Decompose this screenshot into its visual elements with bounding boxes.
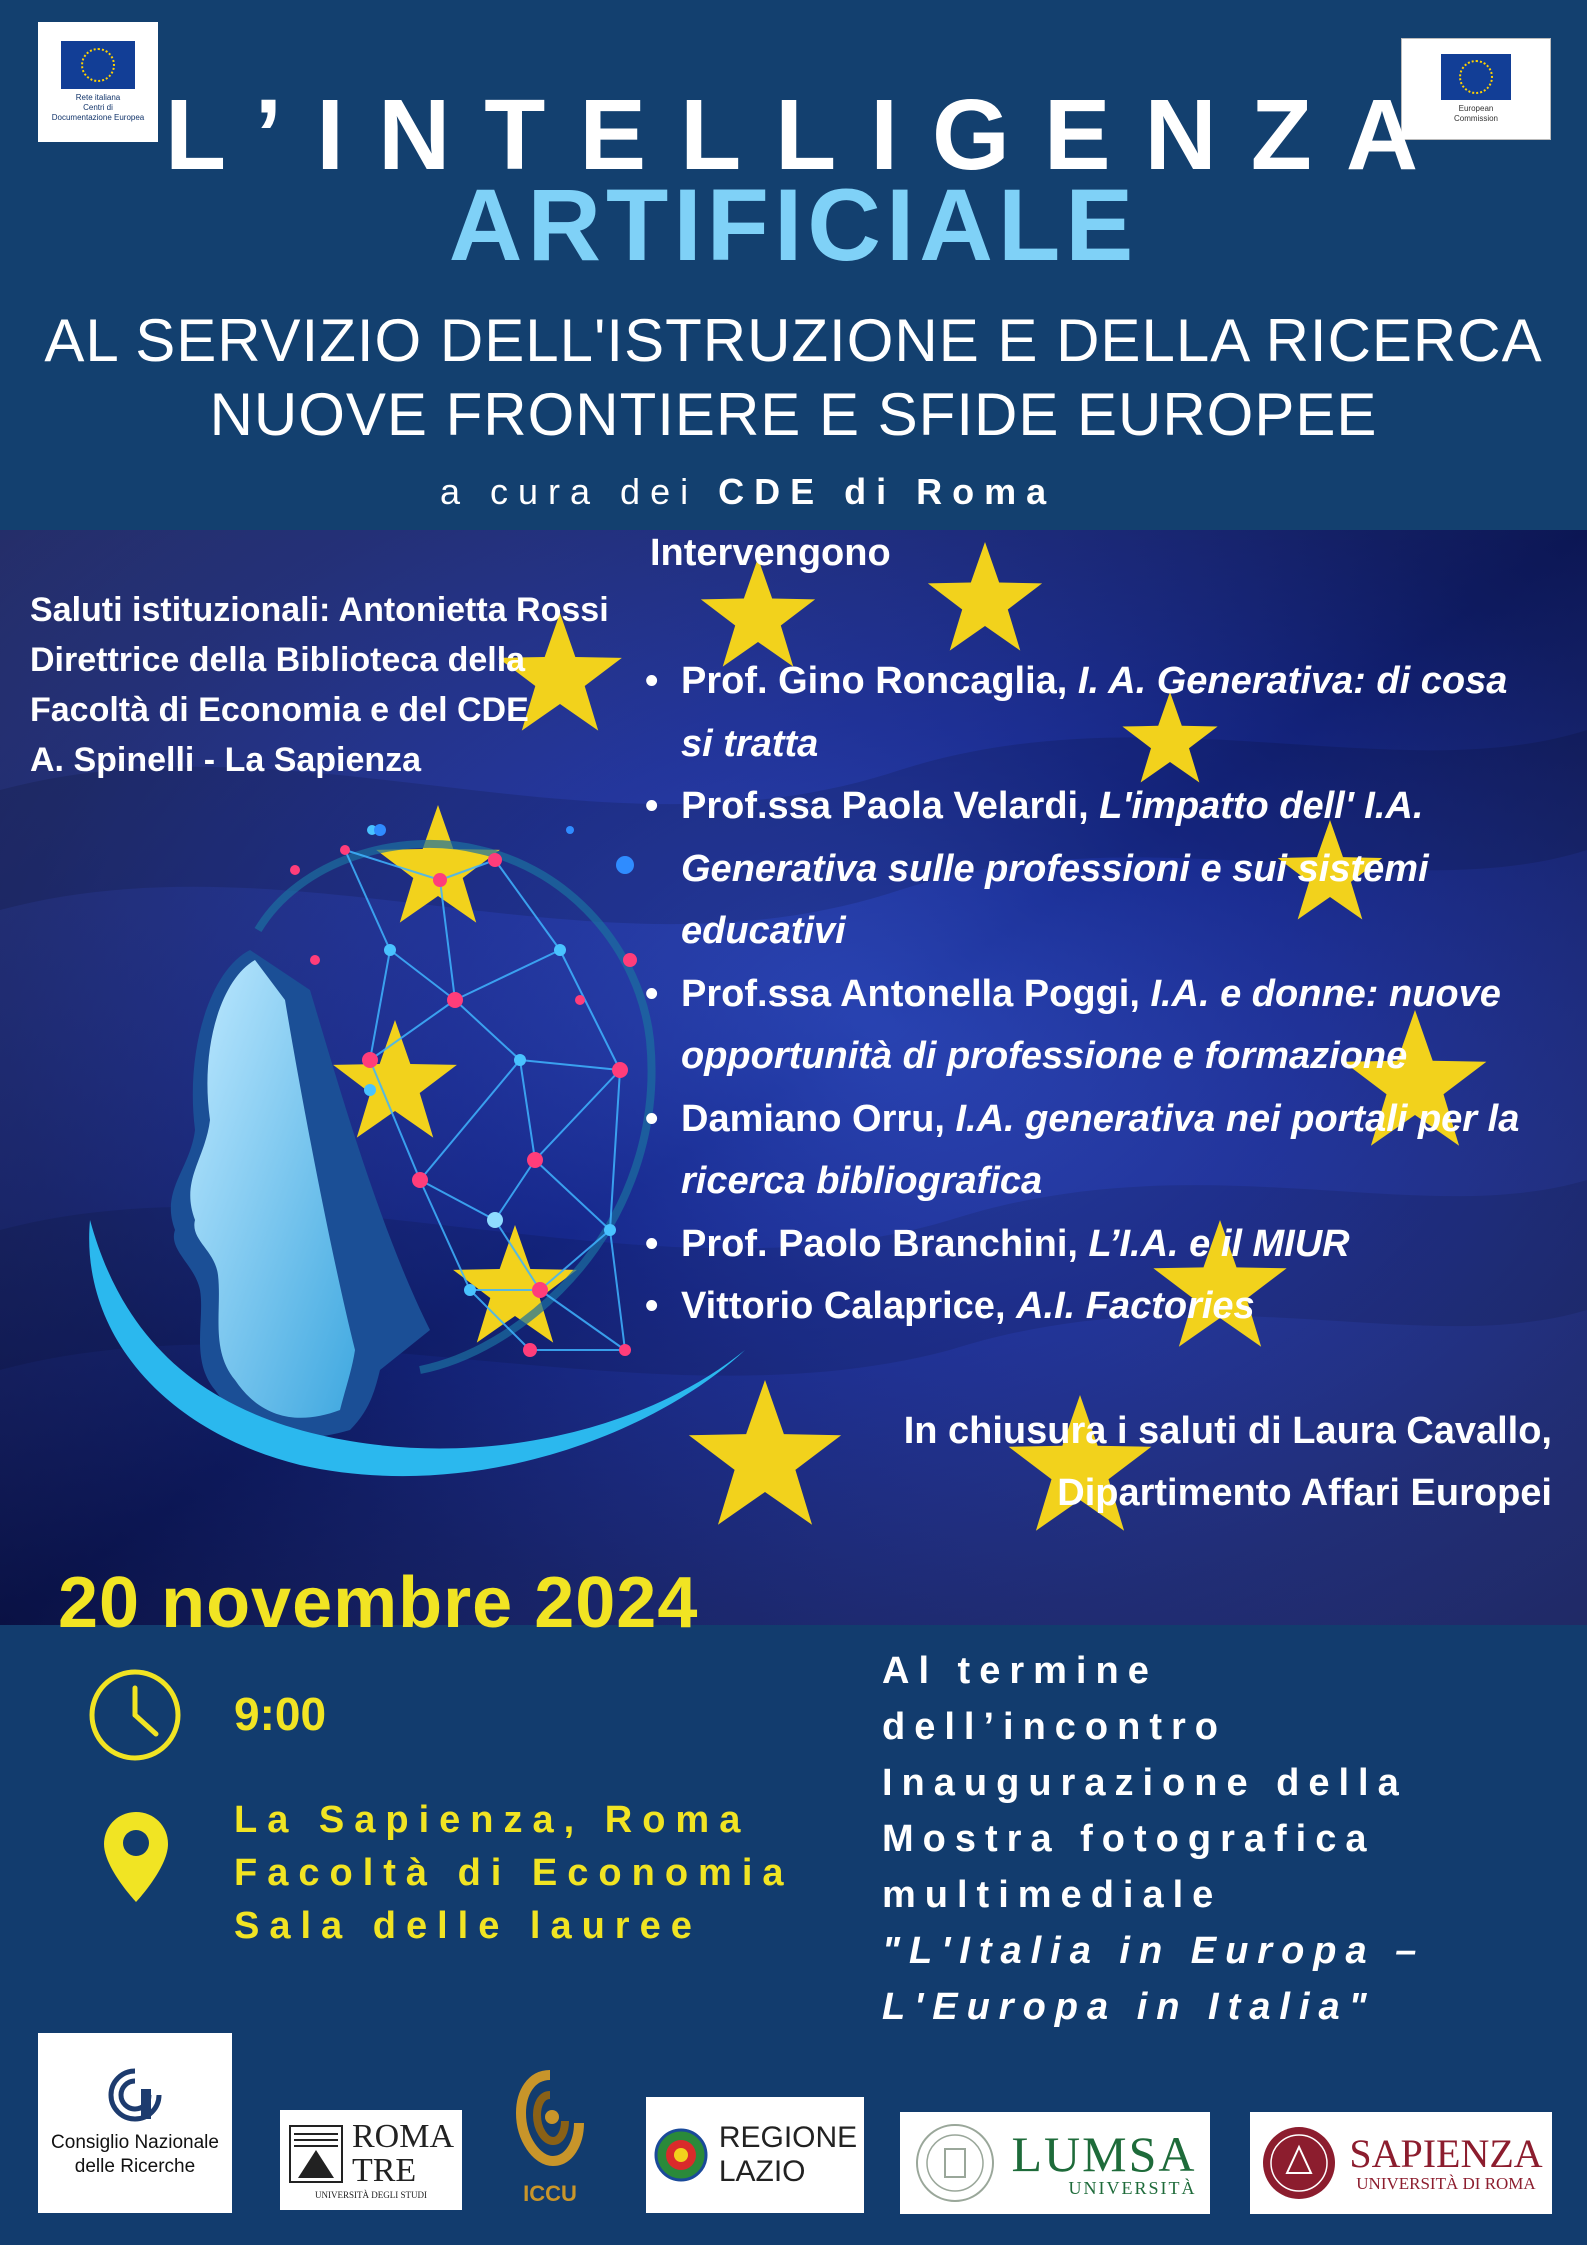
logo-cde-line-3: Documentazione Europea [51,113,145,122]
exhibition-line-4: Mostra fotografica [882,1818,1376,1860]
event-time: 9:00 [234,1688,327,1740]
curated-organizer: CDE di Roma [718,471,1057,512]
curated-by [440,470,1056,514]
cnr-emblem-icon [105,2067,165,2123]
location-line-2: Facoltà di Economia [234,1852,794,1894]
cnr-logo [38,2033,232,2213]
speaker-name: Prof. Gino Roncaglia, [681,660,1078,702]
speaker-topic: I.A. e donne: nuove opportunità di professione e formazione [681,972,1501,1077]
lazio-line-2: LAZIO [718,2155,806,2188]
speaker-item [645,650,1545,775]
sapienza-name: SAPIENZA [1349,2131,1543,2177]
speaker-topic: L’I.A. e il MIUR [1088,1222,1350,1265]
sapienza-seal-icon [1259,2123,1339,2203]
logo-cde-line-1: Rete italiana [75,93,121,102]
closing-remarks-line-1: In chiusura i saluti di Laura Cavallo, [903,1410,1552,1452]
event-date: 20 novembre 2024 [58,1563,699,1643]
page-title-sub: ARTIFICIALE [448,168,1139,282]
location-line-1: La Sapienza, Roma [234,1799,751,1841]
closing-remarks-line-2: Dipartimento Affari Europei [1057,1472,1552,1514]
institutional-greetings [30,585,640,785]
speaker-name: Prof. Paolo Branchini, [681,1222,1089,1265]
exhibition-title-line-2: L'Europa in Italia" [882,1986,1376,2028]
cnr-line-2: delle Ricerche [74,2156,196,2177]
speakers-heading: Intervengono [650,532,891,574]
sapienza-logo [1250,2112,1552,2214]
speaker-item [645,1275,1545,1338]
logo-cde-line-2: Centri di [83,103,113,112]
lumsa-seal-icon [913,2121,997,2205]
speaker-topic: I.A. generativa nei portali per la ricerca bibliografica [681,1097,1520,1202]
header [0,0,1587,530]
page-title: L’INTELLIGENZA [164,79,1453,191]
speaker-name: Prof.ssa Paola Velardi, [681,785,1100,827]
subtitle-line-2: NUOVE FRONTIERE E SFIDE EUROPEE [209,381,1378,448]
program-banner [0,530,1587,1625]
speaker-item [645,963,1545,1088]
speaker-topic: I. A. Generativa: di cosa si tratta [681,660,1508,765]
saluti-line-2: Direttrice della Biblioteca della [30,641,526,679]
location-line-3: Sala delle lauree [234,1905,702,1947]
event-location [234,1794,794,1953]
exhibition-announcement [882,1643,1562,2035]
regione-lazio-logo [646,2097,864,2213]
logo-ec-line-2: Commission [1453,114,1498,123]
location-pin-icon [102,1810,170,1904]
curated-prefix: a cura dei [440,471,699,512]
iccu-label: ICCU [523,2181,577,2206]
roma3-tre: TRE [351,2152,417,2189]
logo-ec-line-1: European [1458,104,1494,113]
exhibition-line-1: Al termine [882,1650,1158,1692]
speaker-name: Vittorio Calaprice, [681,1285,1017,1327]
speaker-name: Prof.ssa Antonella Poggi, [681,972,1151,1015]
saluti-line-4: A. Spinelli - La Sapienza [30,741,422,779]
lumsa-subtitle: UNIVERSITÀ [1068,2178,1197,2198]
roma-tre-emblem-icon [288,2124,344,2184]
lazio-emblem-icon [653,2127,709,2183]
cnr-line-1: Consiglio Nazionale [51,2132,219,2153]
speaker-topic: L'impatto dell' I.A. Generativa sulle professioni e sui sistemi educativi [681,785,1429,952]
lumsa-name: LUMSA [1011,2126,1197,2182]
lazio-line-1: REGIONE [718,2121,858,2154]
speakers-list [645,650,1545,1338]
saluti-line-1: Saluti istituzionali: Antonietta Rossi [30,591,609,629]
sapienza-subtitle: UNIVERSITÀ DI ROMA [1356,2174,1536,2194]
clock-icon [88,1668,182,1762]
roma-tre-logo [280,2110,462,2210]
iccu-emblem-icon [515,2069,585,2181]
roma3-subtitle: UNIVERSITÀ DEGLI STUDI [315,2190,427,2200]
exhibition-line-2: dell’incontro [882,1706,1227,1748]
saluti-line-3: Facoltà di Economia e del CDE [30,691,529,729]
speaker-item [645,775,1545,963]
speaker-item [645,1088,1545,1213]
exhibition-line-3: Inaugurazione della [882,1762,1408,1804]
speaker-topic: A.I. Factories [1016,1285,1255,1327]
subtitle-line-1: AL SERVIZIO DELL'ISTRUZIONE E DELLA RICERCA [44,307,1543,374]
roma3-roma: ROMA [351,2118,455,2155]
speaker-name: Damiano Orru, [681,1097,956,1140]
speaker-item [645,1213,1545,1276]
exhibition-line-5: multimediale [882,1874,1223,1916]
lumsa-logo [900,2112,1210,2214]
iccu-logo [510,2063,590,2213]
exhibition-title-line-1: "L'Italia in Europa – [882,1930,1426,1972]
